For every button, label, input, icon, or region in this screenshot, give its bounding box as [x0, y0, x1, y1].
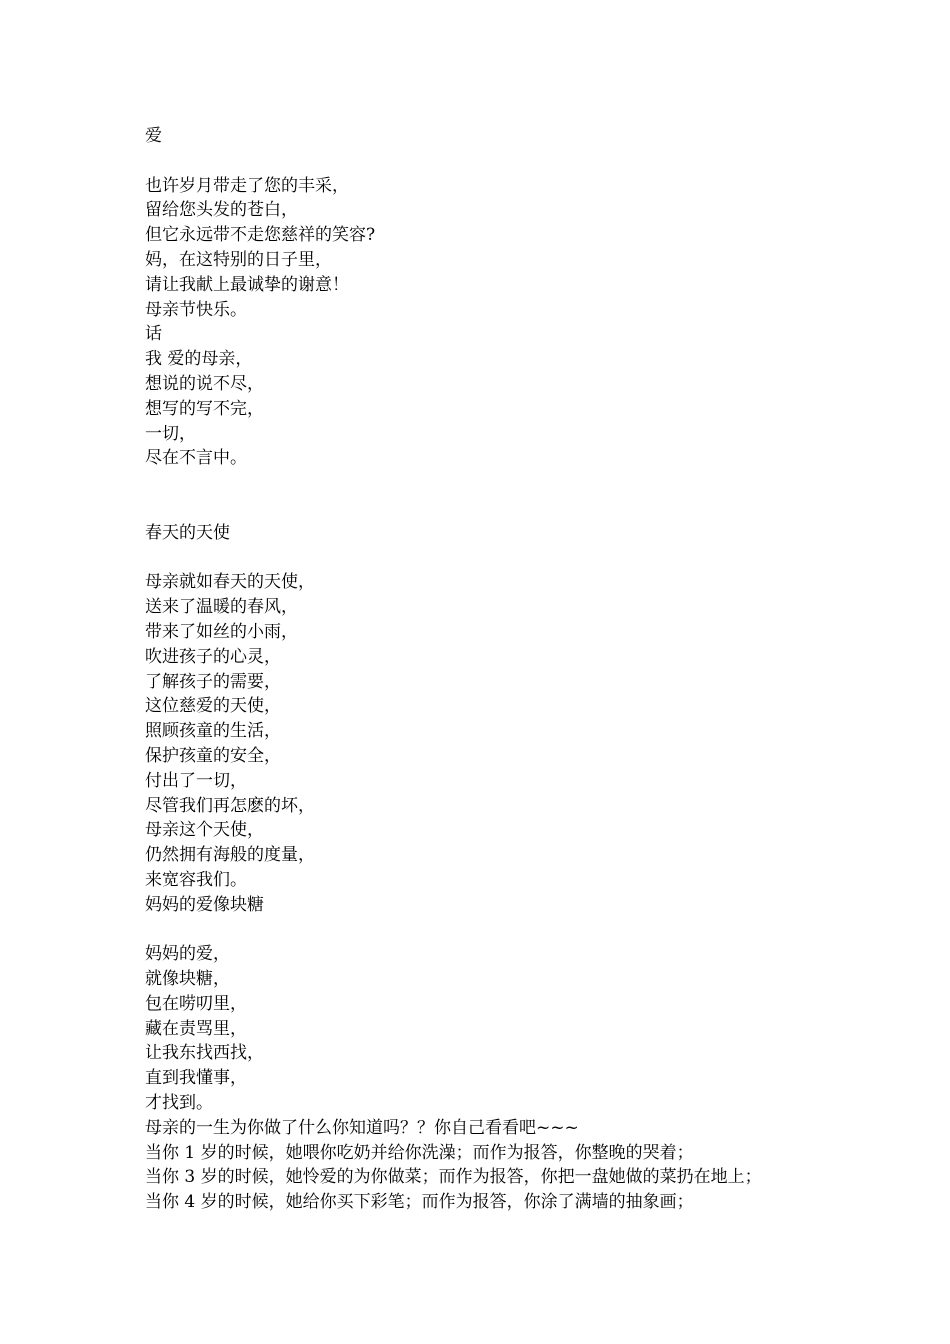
poem-line: 也许岁月带走了您的丰采，	[145, 175, 349, 196]
poem-line: 吹进孩子的心灵，	[145, 646, 281, 667]
essay-line: 当你 1 岁的时候，她喂你吃奶并给你洗澡；而作为报答，你整晚的哭着；	[145, 1142, 694, 1163]
poem-line: 藏在责骂里，	[145, 1018, 247, 1039]
poem-line: 母亲节快乐。	[145, 299, 247, 320]
blank-line	[145, 546, 905, 571]
poem-line: 妈，在这特别的日子里，	[145, 249, 332, 270]
poem-line: 一切，	[145, 423, 196, 444]
poem-line: 包在唠叨里，	[145, 993, 247, 1014]
essay-paragraph	[145, 1116, 905, 1215]
poem-stanza	[145, 347, 905, 471]
poem-line: 想说的说不尽，	[145, 373, 264, 394]
poem-line: 让我东找西找，	[145, 1043, 264, 1064]
poem-line: 带来了如丝的小雨，	[145, 621, 298, 642]
blank-line	[145, 149, 905, 174]
poem-title: 春天的天使	[145, 522, 230, 543]
poem-line: 想写的写不完，	[145, 398, 264, 419]
blank-line	[145, 471, 905, 521]
poem-title: 爱	[145, 126, 162, 146]
poem-line: 才找到。	[145, 1093, 213, 1114]
poem-line: 这位慈爱的天使，	[145, 696, 281, 717]
essay-line: 当你 4 岁的时候，她给你买下彩笔；而作为报答，你涂了满墙的抽象画；	[145, 1192, 694, 1213]
poem-line: 来宽容我们。	[145, 869, 247, 890]
poem-line: 送来了温暖的春风，	[145, 597, 298, 618]
poem-line: 直到我懂事，	[145, 1068, 247, 1089]
poem-line: 母亲就如春天的天使，	[145, 572, 315, 593]
poem-line: 请让我献上最诚挚的谢意！	[145, 274, 349, 295]
poem-stanza	[145, 570, 905, 892]
poem-title: 话	[145, 324, 162, 345]
poem-title: 妈妈的爱像块糖	[145, 894, 264, 915]
poem-line: 母亲这个天使，	[145, 820, 264, 841]
poem-line: 尽在不言中。	[145, 448, 247, 469]
poem-stanza	[145, 174, 905, 323]
poem-line: 留给您头发的苍白，	[145, 200, 298, 221]
blank-line	[145, 918, 905, 943]
poem-line: 但它永远带不走您慈祥的笑容?	[145, 225, 376, 246]
poem-line: 保护孩童的安全，	[145, 745, 281, 766]
poem-line: 我 爱的母亲，	[145, 349, 253, 370]
poem-line: 付出了一切，	[145, 770, 247, 791]
poem-line: 尽管我们再怎麽的坏，	[145, 795, 315, 816]
document-body	[145, 124, 905, 1215]
poem-line: 就像块糖，	[145, 969, 230, 990]
poem-line: 了解孩子的需要，	[145, 671, 281, 692]
poem-line: 仍然拥有海般的度量，	[145, 845, 315, 866]
essay-line: 当你 3 岁的时候，她怜爱的为你做菜；而作为报答，你把一盘她做的菜扔在地上；	[145, 1167, 762, 1188]
poem-stanza	[145, 942, 905, 1116]
essay-line: 母亲的一生为你做了什么你知道吗？？你自己看看吧~~~	[145, 1117, 579, 1138]
poem-line: 妈妈的爱，	[145, 944, 230, 965]
poem-line: 照顾孩童的生活，	[145, 721, 281, 742]
